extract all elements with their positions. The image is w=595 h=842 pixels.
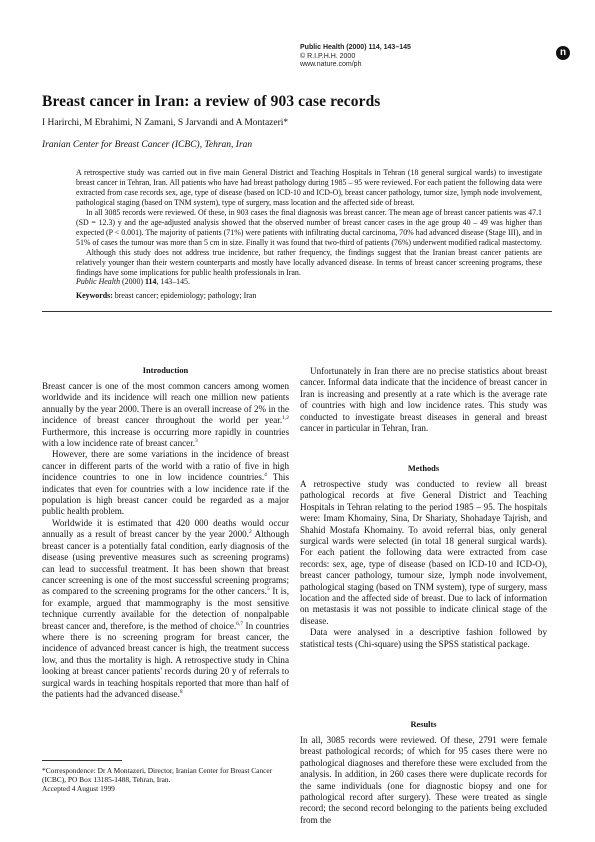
journal-header [300, 44, 411, 70]
introduction-heading: Introduction [142, 366, 189, 375]
keywords-text: breast cancer; epidemiology; pathology; Iran [112, 291, 257, 300]
author-list: I Harirchi, M Ebrahimi, N Zamani, S Jarvandi and A Montazeri* [42, 118, 289, 128]
ref-sup: 8 [179, 688, 183, 695]
intro-p1-text: Breast cancer is one of the most common cancers among women worldwide and its incidence will reach one million new patients annually by the year 2000. There is an overall increase of 2% in the incidence of breast cancer throughout the world per year. [42, 381, 289, 426]
section-divider [42, 311, 552, 312]
citation-year: (2000) [120, 277, 146, 287]
intro-p2-text: However, there are some variations in the incidence of breast cancer in different parts of the world with a ratio of five in high incidence countries to one in low incidence countries. [42, 449, 289, 483]
intro-p3-text: Worldwide it is estimated that 420 000 deaths would occur annually as a result of breast cancer by the year 2000. [42, 517, 289, 540]
introduction-body [42, 381, 289, 700]
intro-p3d-text: In countries where there is no screening program for breast cancer, the incidence of advanced breast cancer is high, the treatment success low, and thus the mortality is high. A retrospective study in China looking at breast cancer patients' records during 20 y of referrals to surgical wards in teaching hospitals reported that more than half of the patients had the advanced disease. [42, 620, 289, 699]
results-body [300, 735, 547, 826]
ref-sup: 5 [266, 586, 270, 593]
results-paragraph-1: In all, 3085 records were reviewed. Of these, 2791 were female breast pathological records; of which for 95 cases there were no pathological diagnoses and therefore these were excluded from the analysis. In addition, in 260 cases there were duplicate records for the same individuals (one for diagnostic biopsy and one for pathological record after surgery). These were treated as single record; the second record belonging to the patients being excluded from the [300, 735, 547, 825]
footnote-rule [42, 760, 122, 761]
ref-sup: 1,2 [282, 415, 289, 422]
correspondence-note: *Correspondence: Dr A Montazeri, Director, Iranian Center for Breast Cancer (ICBC), PO Box 13185-1488, Tehran, Iran. [42, 766, 273, 785]
abstract-paragraph-3 [76, 248, 542, 288]
ref-sup: 4 [264, 472, 267, 479]
methods-body [300, 479, 547, 650]
copyright-line: © R.I.P.H.H. 2000 [300, 52, 356, 60]
citation-journal: Public Health [76, 277, 121, 287]
intro-paragraph-3 [42, 518, 289, 701]
right-intro-body [300, 366, 547, 434]
methods-heading: Methods [407, 464, 440, 473]
footnote [42, 766, 292, 794]
ref-sup: 6,7 [236, 620, 244, 627]
affiliation: Iranian Center for Breast Cancer (ICBC), Tehran, Iran [42, 140, 253, 150]
abstract-paragraph-2: In all 3085 records were reviewed. Of these, in 903 cases the final diagnosis was breast cancer. The mean age of breast cancer patients was 47.1 (SD = 12.3) y and the age-adjusted analysis showed that the observed number of breast cancer cases in the age group 40 – 49 was higher than expected (P < 0.001). The majority of patients (71%) were patients with infiltrating ductal carcinoma, 70% had advanced disease (Stage III), and in 51% of cases the tumour was more than 5 cm in size. Finally it was found that two-third of patients (76%) underwent modified radical mastectomy. [76, 207, 542, 247]
results-heading: Results [410, 720, 437, 729]
intro-paragraph-2 [42, 449, 289, 517]
methods-paragraph-2: Data were analysed in a descriptive fashion followed by statistical tests (Chi-square) using the SPSS statistical package. [300, 627, 547, 649]
intro-p3b-text: Although breast cancer is a potentially fatal condition, early diagnosis of the disease (using preventive measures such as screening programs) can lead to successful treatment. It has been shown that breast cancer screening is one of the most successful screening programs; as compared to the screening programs for the other cancers. [42, 529, 289, 597]
abstract [76, 168, 542, 287]
publisher-logo: n [556, 46, 570, 60]
journal-line: Public Health (2000) 114, 143–145 [300, 44, 411, 51]
accepted-date: Accepted 4 August 1999 [42, 784, 115, 794]
abstract-paragraph-1: A retrospective study was carried out in five main General District and Teaching Hospitals in Tehran (18 general surgical wards) to investigate breast cancer in Tehran, Iran. All patients who have had breast pathology during 1985 – 95 were reviewed. For each patient the following data were extracted from case records sex, age, type of disease (based on ICD-10 and ICD-O), breast cancer pathology, tumor size, lymph node involvement, pathological staging (based on TNM system), type of surgery, mass location and the affected side of breast. [76, 168, 542, 207]
right-intro-paragraph: Unfortunately in Iran there are no precise statistics about breast cancer. Informal data indicate that the incidence of breast cancer in Iran is increasing and presently at a rate which is the average rate of countries with high and low incidence rates. This study was conducted to investigate breast diseases in general and breast cancer in particular in Tehran, Iran. [300, 366, 547, 434]
intro-p1b-text: Furthermore, this increase is occurring more rapidly in countries with a low incidence rate of breast cancer. [42, 426, 289, 449]
citation-pages: , 143–145. [156, 277, 190, 287]
journal-url: www.nature.com/ph [300, 61, 362, 68]
ref-sup: 2 [248, 529, 252, 536]
citation-volume: 114 [145, 277, 157, 287]
ref-sup: 3 [195, 438, 198, 444]
keywords [76, 291, 542, 300]
abstract-paragraph-3-text: Although this study does not address true incidence, but rather frequency, the findings suggest that the Iranian breast cancer patients are relatively younger than their western counterparts and mostly have locally advanced disease. In terms of breast cancer screening programs, these findings have some implications for public health professionals in Iran. [76, 247, 542, 277]
article-title: Breast cancer in Iran: a review of 903 case records [42, 93, 381, 110]
intro-paragraph-1 [42, 381, 289, 449]
intro-p3c-text: It is, for example, argued that mammography is the most sensitive technique currently available for the detection of nonpalpable breast cancer and, therefore, is the method of choice. [42, 586, 289, 631]
keywords-label: Keywords: [76, 291, 113, 300]
methods-paragraph-1: A retrospective study was conducted to review all breast pathological records at five General District and Teaching Hospitals in Tehran relating to the period 1985 – 95. The hospitals were: Imam Khomainy, Sina, Dr Shariaty, Shohadaye Tajrish, and Shahid Mostafa Khomainy. To avoid referral bias, only general surgical wards were selected (in total 18 general surgical wards). For each patient the following data were extracted from case records: sex, age, type of disease (based on ICD-10 and ICD-O), breast cancer pathology, tumour size, lymph node involvement, pathological staging (based on TNM system), type of surgery, mass location and the affected side of breast. Due to lack of information on metastasis it was not possible to indicate clinical stage of the disease. [300, 479, 547, 626]
intro-p2b-text: This indicates that even for countries with a low incidence rate if the population is high breast cancer could be regarded as a major public health problem. [42, 472, 289, 517]
